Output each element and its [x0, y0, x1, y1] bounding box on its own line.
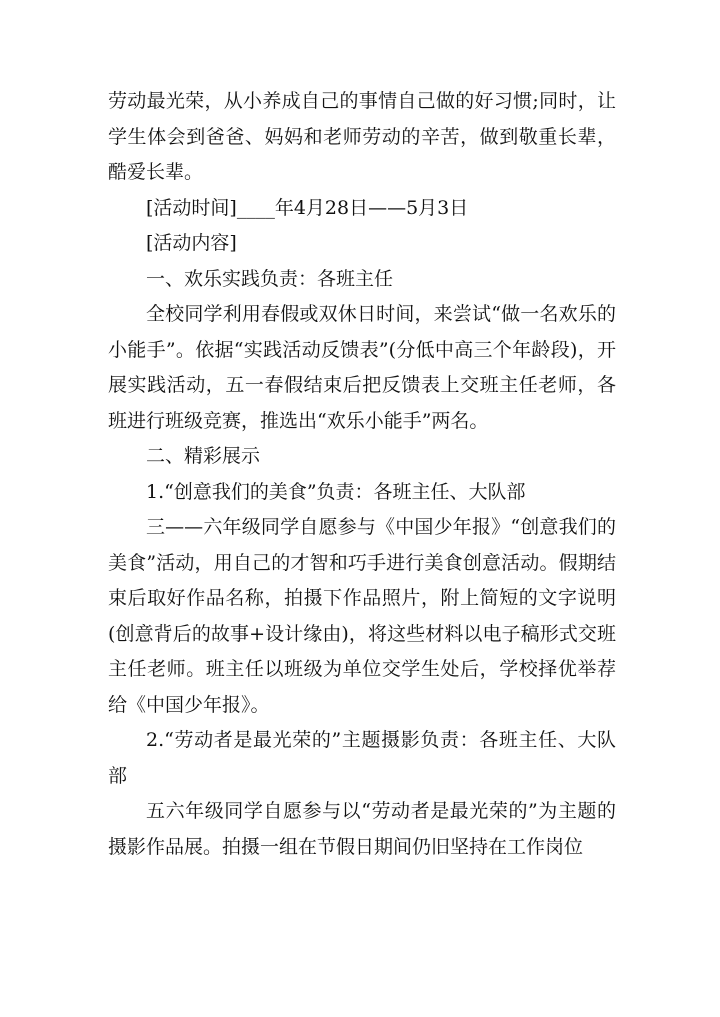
paragraph-intro: 劳动最光荣，从小养成自己的事情自己做的好习惯;同时，让学生体会到爸爸、妈妈和老师劳动的辛苦，做到敬重长辈，酷爱长辈。 — [108, 90, 616, 183]
paragraph-creative-food: 三——六年级同学自愿参与《中国少年报》“创意我们的美食”活动，用自己的才智和巧手进行美食创意活动。假期结束后取好作品名称，拍摄下作品照片，附上简短的文字说明(创意背后的故事+设计缘由)，将这些材料以电子稿形式交班主任老师。班主任以班级为单位交学生处后，学校择优举荐给《中国少年报》。 — [108, 516, 616, 716]
section-heading-showcase: 二、精彩展示 — [146, 445, 261, 467]
paragraph-happy-practice: 全校同学利用春假或双休日时间，来尝试“做一名欢乐的小能手”。依据“实践活动反馈表”(分低中高三个年龄段)，开展实践活动，五一春假结束后把反馈表上交班主任老师，各班进行班级竞赛，推选出“欢乐小能手”两名。 — [108, 303, 616, 432]
subheading-photography: 2.“劳动者是最光荣的”主题摄影负责：各班主任、大队部 — [108, 729, 616, 787]
paragraph-photography: 五六年级同学自愿参与以“劳动者是最光荣的”为主题的摄影作品展。拍摄一组在节假日期间仍旧坚持在工作岗位 — [108, 800, 616, 858]
subheading-creative-food: 1.“创意我们的美食”负责：各班主任、大队部 — [146, 480, 526, 503]
section-heading-happy-practice: 一、欢乐实践负责：各班主任 — [146, 267, 394, 290]
paragraph-activity-content-heading: [活动内容] — [146, 232, 237, 254]
paragraph-activity-time: [活动时间]____年4月28日——5月3日 — [146, 196, 469, 219]
